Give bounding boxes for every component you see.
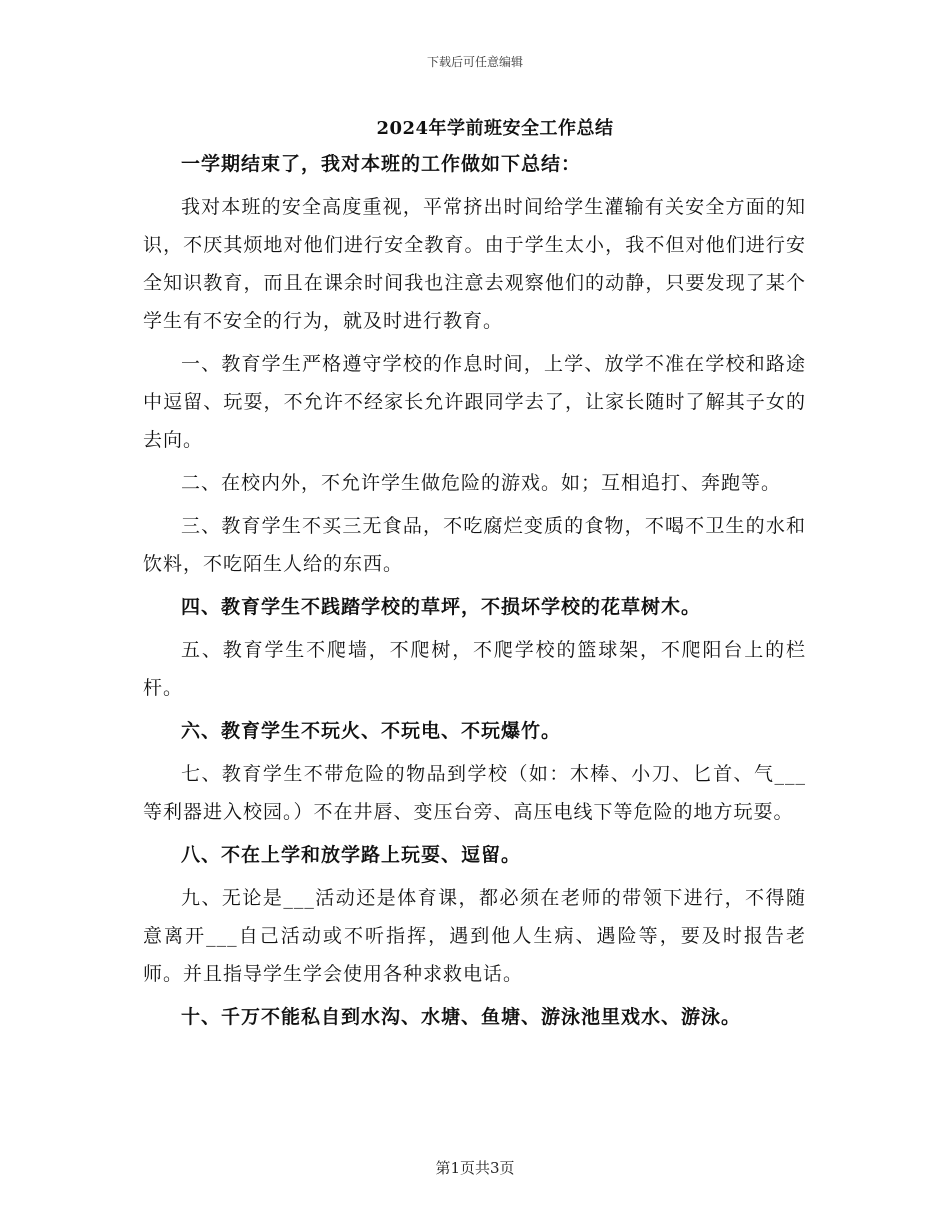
- header-note: 下载后可任意编辑: [426, 55, 523, 69]
- paragraph-item-4: 四、教育学生不践踏学校的草坪，不损坏学校的花草树木。: [181, 596, 702, 618]
- document-title: 2024年学前班安全工作总结: [376, 118, 614, 139]
- page-number-footer: 第1页共3页: [435, 1159, 515, 1177]
- paragraph-item-10: 十、千万不能私自到水沟、水塘、鱼塘、游泳池里戏水、游泳。: [181, 1006, 742, 1028]
- paragraph-intro: 一学期结束了，我对本班的工作做如下总结：: [181, 153, 582, 175]
- paragraph-item-6: 六、教育学生不玩火、不玩电、不玩爆竹。: [181, 720, 562, 742]
- paragraph-item-7: 七、教育学生不带危险的物品到学校（如：木棒、小刀、匕首、气___等利器进入校园。）不在井唇、变压台旁、高压电线下等危险的地方玩耍。: [143, 763, 806, 823]
- paragraph-item-2: 二、在校内外，不允许学生做危险的游戏。如；互相追打、奔跑等。: [181, 472, 782, 494]
- document-body: [143, 145, 806, 1036]
- paragraph-item-9: 九、无论是___活动还是体育课，都必须在老师的带领下进行，不得随意离开___自己活动或不听指挥，遇到他人生病、遇险等，要及时报告老师。并且指导学生学会使用各种求救电话。: [143, 887, 806, 985]
- paragraph-overview: 我对本班的安全高度重视，平常挤出时间给学生灌输有关安全方面的知识，不厌其烦地对他们进行安全教育。由于学生太小，我不但对他们进行安全知识教育，而且在课余时间我也注意去观察他们的动静，只要发现了某个学生有不安全的行为，就及时进行教育。: [143, 196, 806, 332]
- paragraph-item-5: 五、教育学生不爬墙，不爬树，不爬学校的篮球架，不爬阳台上的栏杆。: [143, 639, 806, 699]
- paragraph-item-3: 三、教育学生不买三无食品，不吃腐烂变质的食物，不喝不卫生的水和饮料，不吃陌生人给的东西。: [143, 515, 806, 575]
- paragraph-item-1: 一、教育学生严格遵守学校的作息时间，上学、放学不准在学校和路途中逗留、玩耍，不允许不经家长允许跟同学去了，让家长随时了解其子女的去向。: [143, 353, 806, 451]
- paragraph-item-8: 八、不在上学和放学路上玩耍、逗留。: [181, 844, 522, 866]
